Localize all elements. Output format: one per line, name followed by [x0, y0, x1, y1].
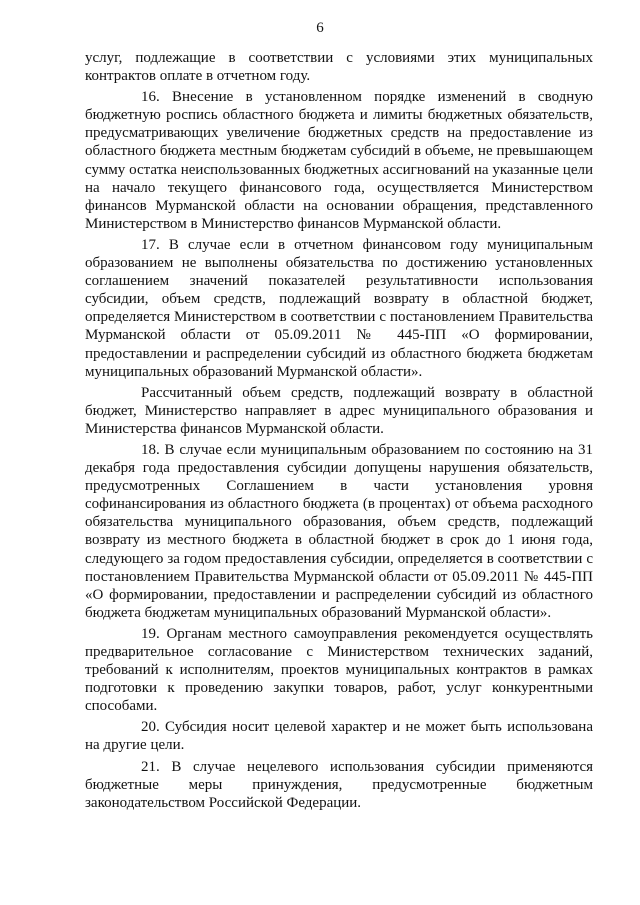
paragraph-18: 18. В случае если муниципальным образованием по состоянию на 31 декабря года предоставления субсидии допущены нарушения обязательств, предусмотренных Соглашением в части установления уровня софинансирования из областного бюджета (в процентах) от объема расходного обязательства муниципального образования, объем средств, подлежащий возврату из местного бюджета в областной бюджет в срок до 1 июня года, следующего за годом предоставления субсидии, определяется в соответствии с постановлением Правительства Мурманской области от 05.09.2011 № 445-ПП «О формировании, предоставлении и распределении субсидий из областного бюджета бюджетам муниципальных образований Мурманской области».: [85, 441, 593, 621]
paragraph-21: 21. В случае нецелевого использования субсидии применяются бюджетные меры принуждения, предусмотренные бюджетным законодательством Российской Федерации.: [85, 758, 593, 811]
page-number: 6: [316, 20, 324, 36]
paragraph-17: 17. В случае если в отчетном финансовом году муниципальным образованием не выполнены обязательства по достижению установленных соглашением значений показателей результативности использования субсидии, объем средств, подлежащий возврату в областной бюджет, определяется Министерством в соответствии с постановлением Правительства Мурманской области от 05.09.2011 № 445-ПП «О формировании, предоставлении и распределении субсидий из областного бюджета бюджетам муниципальных образований Мурманской области».: [85, 236, 593, 380]
paragraph-19: 19. Органам местного самоуправления рекомендуется осуществлять предварительное согласование с Министерством технических заданий, требований к исполнителям, проектов муниципальных контрактов в рамках подготовки к проведению закупки товаров, работ, услуг конкурентными способами.: [85, 625, 593, 715]
paragraph-16: 16. Внесение в установленном порядке изменений в сводную бюджетную роспись областного бюджета и лимиты бюджетных обязательств, предусматривающих увеличение бюджетных средств на предоставление из областного бюджета местным бюджетам субсидий в объеме, не превышающем сумму остатка неиспользованных бюджетных ассигнований на указанные цели на начало текущего финансового года, осуществляется Министерством финансов Мурманской области на основании обращения, представленного Министерством в Министерство финансов Мурманской области.: [85, 89, 593, 232]
document-body: [85, 49, 593, 815]
paragraph-20: 20. Субсидия носит целевой характер и не может быть использована на другие цели.: [85, 719, 593, 754]
paragraph-17-return: Рассчитанный объем средств, подлежащий возврату в областной бюджет, Министерство направляет в адрес муниципального образования и Министерства финансов Мурманской области.: [85, 384, 593, 437]
paragraph-continuation: услуг, подлежащие в соответствии с условиями этих муниципальных контрактов оплате в отчетном году.: [85, 50, 593, 85]
